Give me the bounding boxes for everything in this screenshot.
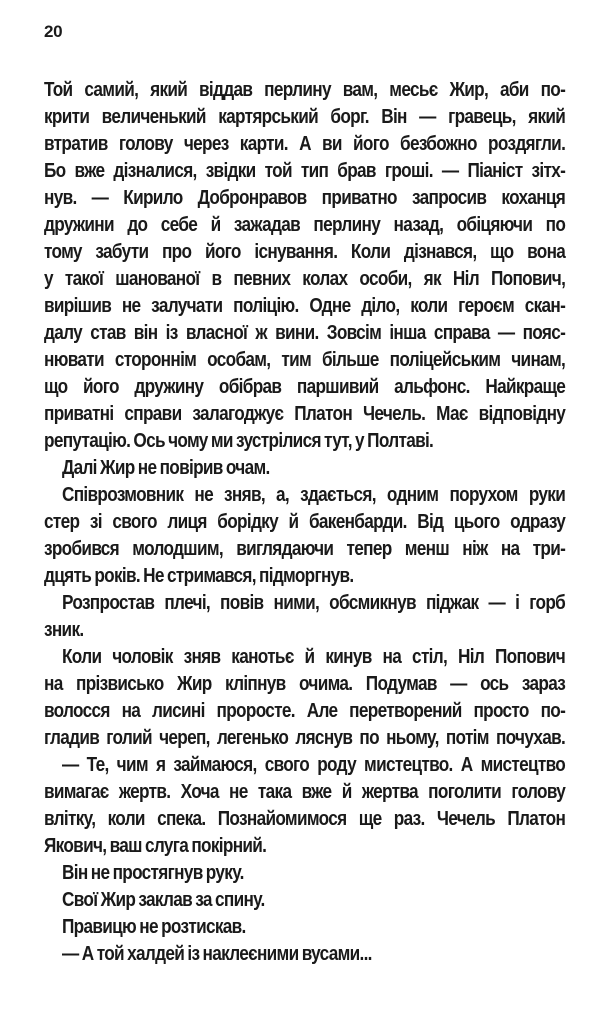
text-line: репутацію. Ось чому ми зустрілися тут, у Полтаві.: [44, 430, 434, 452]
text-line: волосся на лисині проросте. Але перетворений просто по-: [44, 700, 566, 722]
text-line: Коли чоловік зняв канотьє й кинув на стіл, Ніл Попович: [62, 646, 566, 668]
text-line: вирішив не залучати поліцію. Одне діло, коли героєм скан-: [44, 295, 566, 317]
text-line: Він не простягнув руку.: [62, 862, 244, 884]
page-number: 20: [44, 22, 63, 41]
text-line: нув. — Кирило Добронравов приватно запросив коханця: [44, 187, 566, 209]
text-line: вимагає жертв. Хоча не така вже й жертва поголити голову: [44, 781, 566, 803]
text-line: стер зі свого лиця борідку й бакенбарди. Від цього одразу: [44, 511, 566, 533]
text-line: Співрозмовник не зняв, а, здається, одним порухом руки: [62, 484, 566, 506]
text-line: Бо вже дізналися, звідки той тип брав гроші. — Піаніст зітх-: [44, 160, 566, 182]
text-line: зник.: [44, 619, 84, 641]
text-line: на прізвисько Жир кліпнув очима. Подумав — ось зараз: [44, 673, 566, 695]
text-line: нювати стороннім особам, тим більше поліцейським чинам,: [44, 349, 566, 371]
text-line: втратив голову через карти. А ви його безбожно роздягли.: [44, 133, 566, 155]
text-line: що його дружину обібрав паршивий альфонс. Найкраще: [44, 376, 566, 398]
text-line: Той самий, який віддав перлину вам, месьє Жир, аби по-: [44, 79, 566, 101]
text-line: Розпростав плечі, повів ними, обсмикнув піджак — і горб: [62, 592, 566, 614]
text-line: у такої шанованої в певних колах особи, як Ніл Попович,: [44, 268, 566, 290]
text-line: — А той халдей із наклеєними вусами...: [62, 943, 372, 965]
text-line: Свої Жир заклав за спину.: [62, 889, 265, 911]
text-line: далу став він із власної ж вини. Зовсім інша справа — пояс-: [44, 322, 566, 344]
text-line: Далі Жир не повірив очам.: [62, 457, 270, 479]
text-line: тому забути про його існування. Коли дізнався, що вона: [44, 241, 566, 263]
text-line: влітку, коли спека. Познайомимося ще раз. Чечель Платон: [44, 808, 566, 830]
text-line: приватні справи залагоджує Платон Чечель. Має відповідну: [44, 403, 566, 425]
text-line: дцять років. Не стримався, підморгнув.: [44, 565, 354, 587]
text-line: крити величенький картярський борг. Він — гравець, який: [44, 106, 566, 128]
text-line: зробився молодшим, виглядаючи тепер менш ніж на три-: [44, 538, 566, 560]
text-line: Правицю не розтискав.: [62, 916, 246, 938]
text-line: дружини до себе й зажадав перлину назад, обіцяючи по: [44, 214, 566, 236]
text-line: — Те, чим я займаюся, свого роду мистецтво. А мистецтво: [62, 754, 566, 776]
text-line: гладив голий череп, легенько ляснув по ньому, потім почухав.: [44, 727, 566, 749]
text-line: Якович, ваш слуга покірний.: [44, 835, 267, 857]
